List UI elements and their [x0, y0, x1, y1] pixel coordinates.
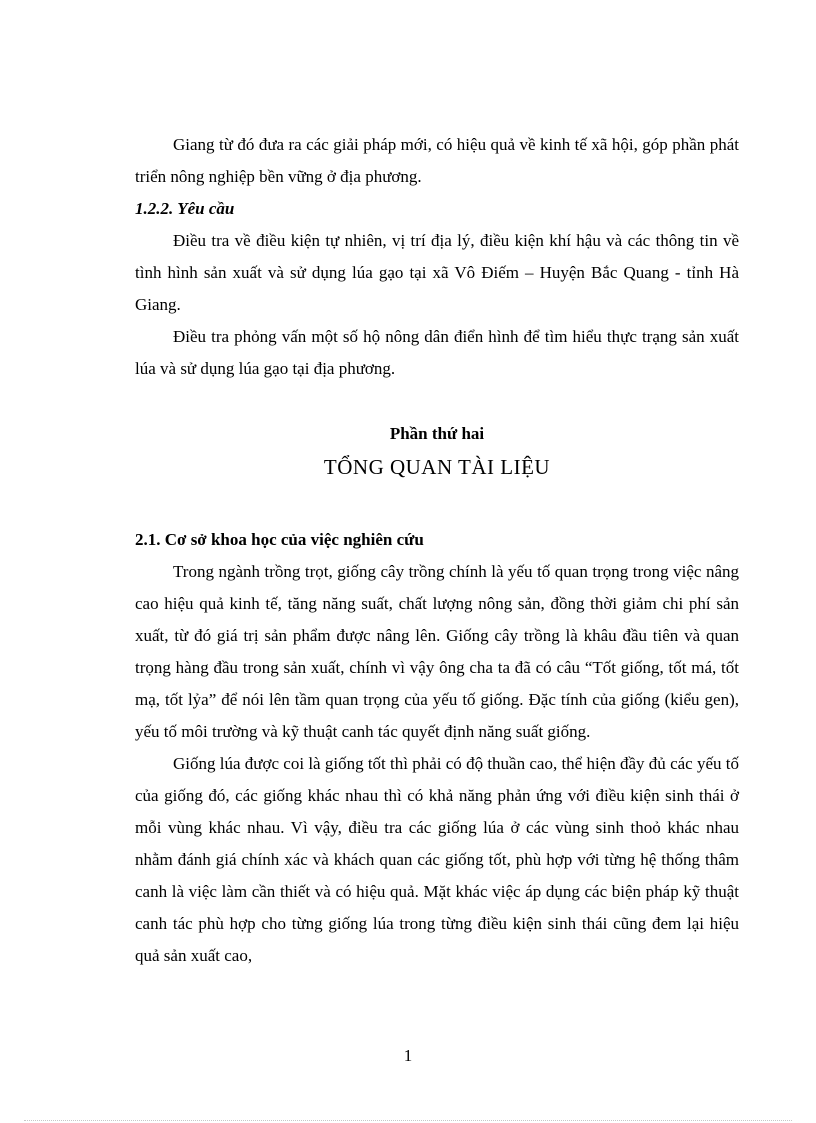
intro-paragraph: Giang từ đó đưa ra các giải pháp mới, có hiệu quả về kinh tế xã hội, góp phần phát triển nông nghiệp bền vững ở địa phương. — [135, 135, 739, 186]
requirements-heading: 1.2.2. Yêu cầu — [135, 199, 235, 218]
requirements-paragraph-2: Điều tra phỏng vấn một số hộ nông dân điển hình để tìm hiểu thực trạng sản xuất lúa và sử dụng lúa gạo tại địa phương. — [135, 327, 739, 378]
section-heading: 2.1. Cơ sở khoa học của việc nghiên cứu — [135, 530, 424, 549]
section-text-block — [135, 524, 739, 972]
part-label: Phần thứ hai — [389, 424, 485, 443]
page-bottom-divider — [24, 1120, 792, 1121]
requirements-paragraph-1: Điều tra về điều kiện tự nhiên, vị trí địa lý, điều kiện khí hậu và các thông tin về tình hình sản xuất và sử dụng lúa gạo tại xã Vô Điếm – Huyện Bắc Quang - tỉnh Hà Giang. — [135, 231, 739, 314]
page-number: 1 — [403, 1046, 413, 1065]
section-paragraph-2: Giống lúa được coi là giống tốt thì phải có độ thuần cao, thể hiện đầy đủ các yếu tố của giống đó, các giống khác nhau thì có khả năng phản ứng với điều kiện sinh thái ở mỗi vùng khác nhau. Vì vậy, điều tra các giống lúa ở các vùng sinh thoỏ khác nhau nhằm đánh giá chính xác và khách quan các giống tốt, phù hợp với từng hệ thống thâm canh là việc làm cần thiết và có hiệu quả. Mặt khác việc áp dụng các biện pháp kỹ thuật canh tác phù hợp cho từng giống lúa trong từng điều kiện sinh thái cũng đem lại hiệu quả sản xuất cao, — [135, 754, 739, 965]
part-title: TỔNG QUAN TÀI LIỆU — [323, 455, 551, 479]
section-paragraph-1: Trong ngành trồng trọt, giống cây trồng chính là yếu tố quan trọng trong việc nâng cao hiệu quả kinh tế, tăng năng suất, chất lượng nông sản, đồng thời giảm chi phí sản xuất, từ đó giá trị sản phẩm được nâng lên. Giống cây trồng là khâu đầu tiên và quan trọng hàng đầu trong sản xuất, chính vì vậy ông cha ta đã có câu “Tốt giống, tốt má, tốt mạ, tốt lỷa” để nói lên tầm quan trọng của yếu tố giống. Đặc tính của giống (kiểu gen), yếu tố môi trường và kỹ thuật canh tác quyết định năng suất giống. — [135, 562, 739, 741]
top-text-block — [135, 129, 739, 385]
